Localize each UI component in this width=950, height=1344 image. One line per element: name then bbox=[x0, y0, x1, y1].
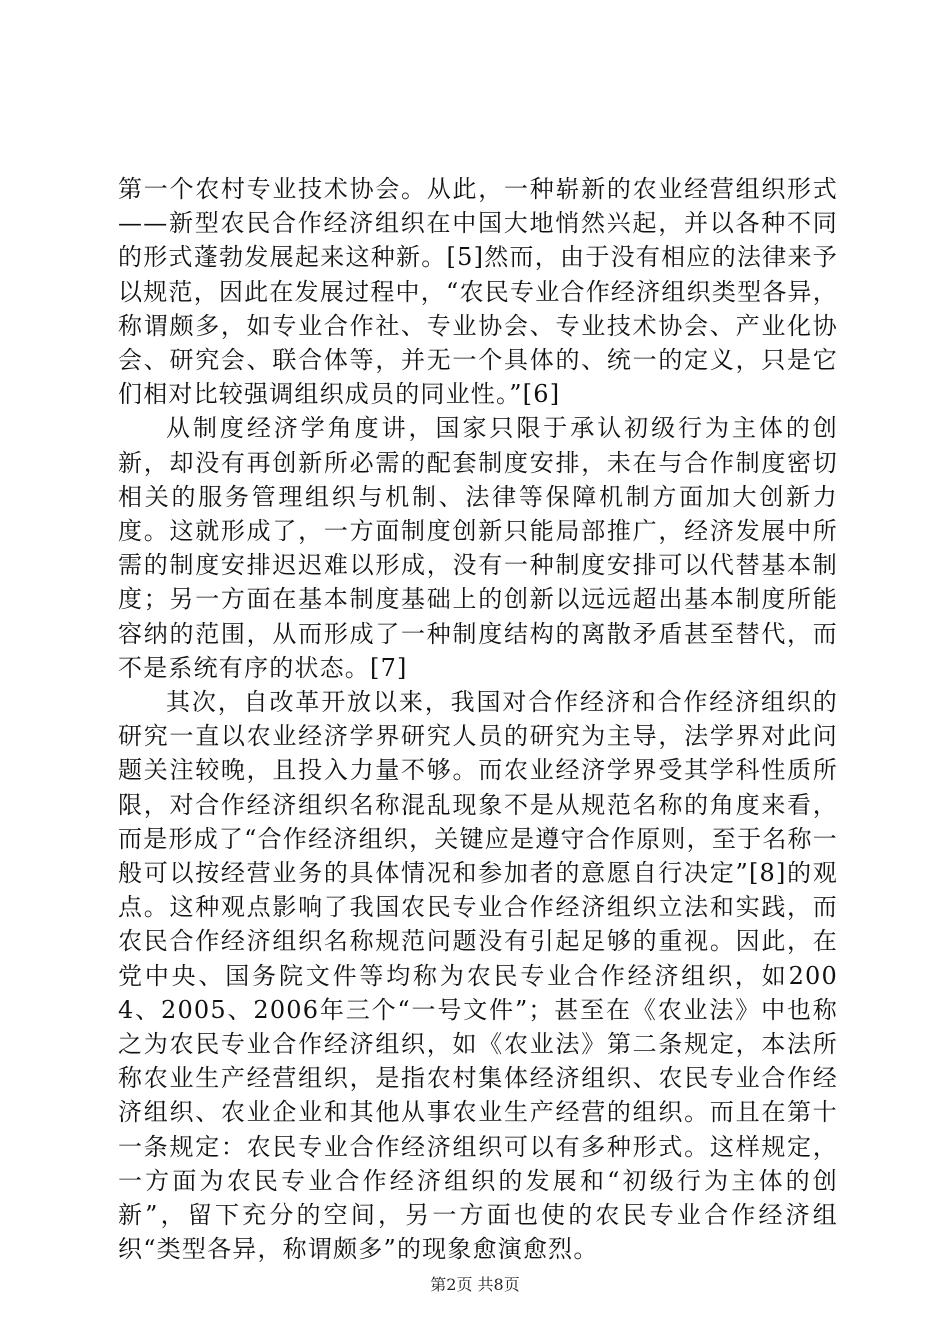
body-text bbox=[118, 172, 838, 1267]
paragraph-secondly: 其次，自改革开放以来，我国对合作经济和合作经济组织的研究一直以农业经济学界研究人员的研究为主导，法学界对此问题关注较晚，且投入力量不够。而农业经济学界受其学科性质所限，对合作经济组织名称混乱现象不是从规范名称的角度来看，而是形成了“合作经济组织，关键应是遵守合作原则，至于名称一般可以按经营业务的具体情况和参加者的意愿自行决定”[8]的观点。这种观点影响了我国农民专业合作经济组织立法和实践，而农民合作经济组织名称规范问题没有引起足够的重视。因此，在党中央、国务院文件等均称为农民专业合作经济组织，如2004、2005、2006年三个“一号文件”；甚至在《农业法》中也称之为农民专业合作经济组织，如《农业法》第二条规定，本法所称农业生产经营组织，是指农村集体经济组织、农民专业合作经济组织、农业企业和其他从事农业生产经营的组织。而且在第十一条规定：农民专业合作经济组织可以有多种形式。这样规定，一方面为农民专业合作经济组织的发展和“初级行为主体的创新”，留下充分的空间，另一方面也使的农民专业合作经济组织“类型各异，称谓颇多”的现象愈演愈烈。 bbox=[118, 688, 838, 1264]
paragraph-institutional-economics: 从制度经济学角度讲，国家只限于承认初级行为主体的创新，却没有再创新所必需的配套制度安排，未在与合作制度密切相关的服务管理组织与机制、法律等保障机制方面加大创新力度。这就形成了，一方面制度创新只能局部推广，经济发展中所需的制度安排迟迟难以形成，没有一种制度安排可以代替基本制度；另一方面在基本制度基础上的创新以远远超出基本制度所能容纳的范围，从而形成了一种制度结构的离散矛盾甚至替代，而不是系统有序的状态。[7] bbox=[118, 414, 838, 682]
paragraph-continuation: 第一个农村专业技术协会。从此，一种崭新的农业经营组织形式——新型农民合作经济组织在中国大地悄然兴起，并以各种不同的形式蓬勃发展起来这种新。[5]然而，由于没有相应的法律来予以规范，因此在发展过程中，“农民专业合作经济组织类型各异，称谓颇多，如专业合作社、专业协会、专业技术协会、产业化协会、研究会、联合体等，并无一个具体的、统一的定义，只是它们相对比较强调组织成员的同业性。”[6] bbox=[118, 175, 838, 409]
page-number-footer: 第2页 共8页 bbox=[430, 1275, 520, 1294]
